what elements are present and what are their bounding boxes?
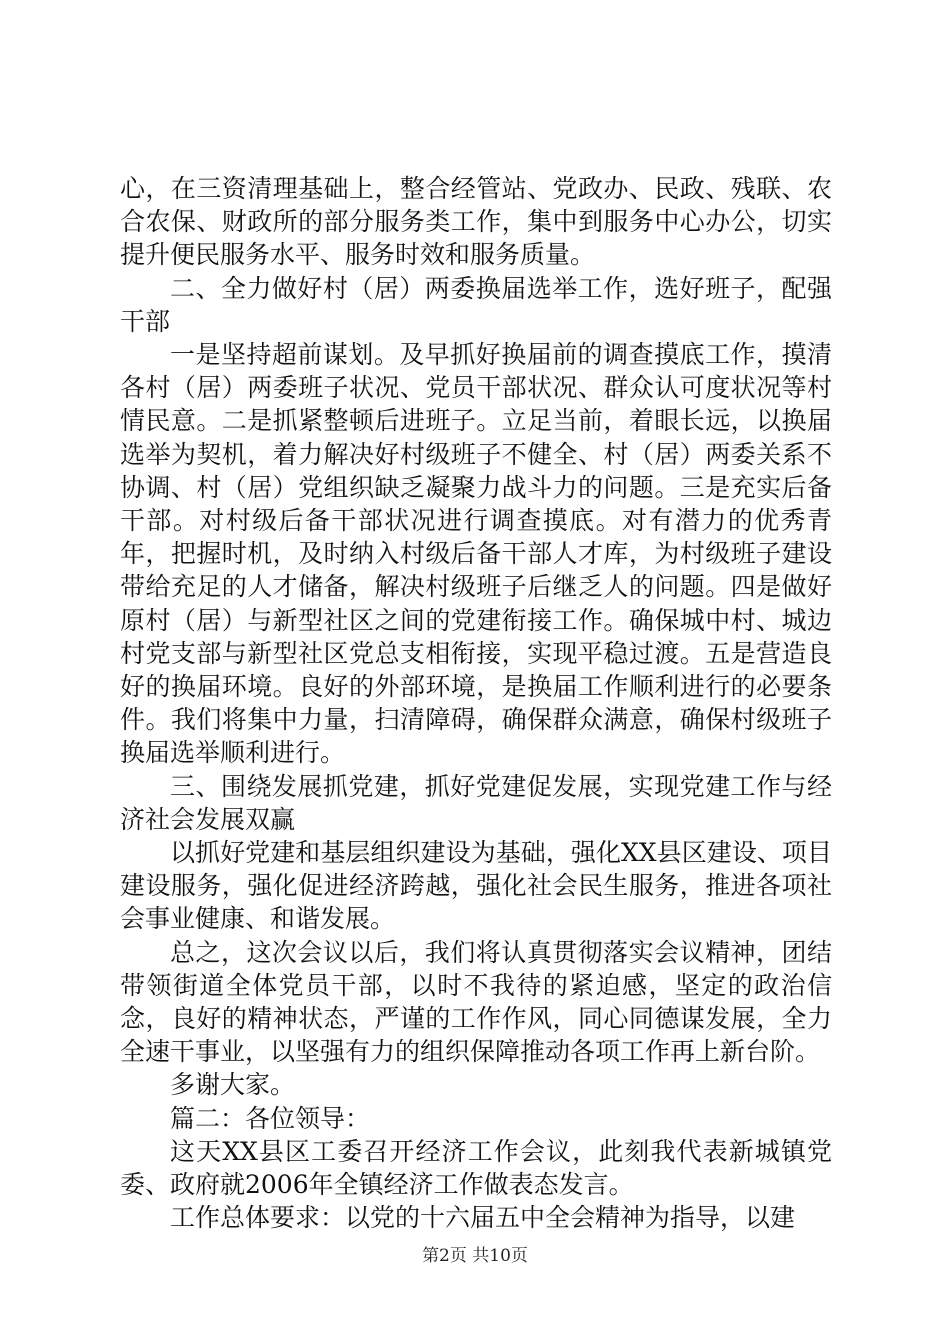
paragraph-3: 一是坚持超前谋划。及早抓好换届前的调查摸底工作，摸清各村（居）两委班子状况、党员干部状况、群众认可度状况等村情民意。二是抓紧整顿后进班子。立足当前，着眼长远，以换届选举为契机，着力解决好村级班子不健全、村（居）两委关系不协调、村（居）党组织缺乏凝聚力战斗力的问题。三是充实后备干部。对村级后备干部状况进行调查摸底。对有潜力的优秀青年，把握时机，及时纳入村级后备干部人才库，为村级班子建设带给充足的人才储备，解决村级班子后继乏人的问题。四是做好原村（居）与新型社区之间的党建衔接工作。确保城中村、城边村党支部与新型社区党总支相衔接，实现平稳过渡。五是营造良好的换届环境。良好的外部环境，是换届工作顺利进行的必要条件。我们将集中力量，扫清障碍，确保群众满意，确保村级班子换届选举顺利进行。 <box>120 340 832 768</box>
page-footer <box>0 1241 950 1266</box>
paragraph-1: 心，在三资清理基础上，整合经管站、党政办、民政、残联、农合农保、财政所的部分服务类工作，集中到服务中心办公，切实提升便民服务水平、服务时效和服务质量。 <box>120 174 832 270</box>
heading-section-3: 三、围绕发展抓党建，抓好党建促发展，实现党建工作与经济社会发展双赢 <box>120 771 832 834</box>
paragraph-5: 以抓好党建和基层组织建设为基础，强化XX县区建设、项目建设服务，强化促进经济跨越，强化社会民生服务，推进各项社会事业健康、和谐发展。 <box>120 838 832 934</box>
page-number: 第2页 共10页 <box>422 1246 528 1266</box>
paragraph-10: 工作总体要求：以党的十六届五中全会精神为指导，以建 <box>170 1203 796 1233</box>
paragraph-9: 这天XX县区工委召开经济工作会议，此刻我代表新城镇党委、政府就2006年全镇经济工作做表态发言。 <box>120 1136 832 1200</box>
heading-section-2: 二、全力做好村（居）两委换届选举工作，选好班子，配强干部 <box>120 273 832 336</box>
document-body <box>120 172 832 1235</box>
paragraph-6: 总之，这次会议以后，我们将认真贯彻落实会议精神，团结带领街道全体党员干部，以时不我待的紧迫感，坚定的政治信念，良好的精神状态，严谨的工作作风，同心同德谋发展，全力全速干事业，以坚强有力的组织保障推动各项工作再上新台阶。 <box>120 937 832 1067</box>
paragraph-8: 篇二：各位领导： <box>170 1103 371 1133</box>
paragraph-7: 多谢大家。 <box>170 1070 296 1100</box>
